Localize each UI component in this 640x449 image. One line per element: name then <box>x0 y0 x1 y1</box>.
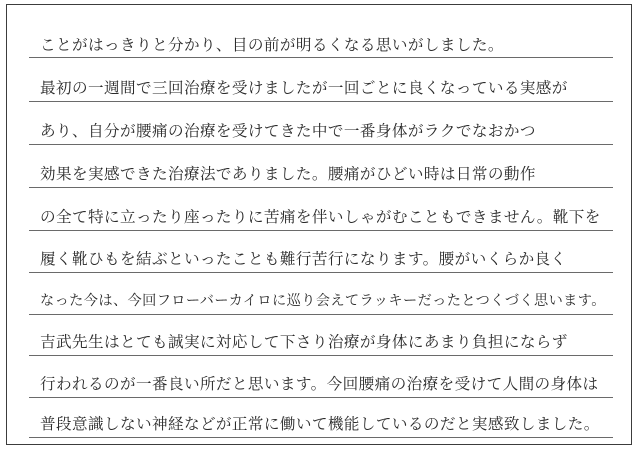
handwritten-line-7: なった今は、今回フローバーカイロに巡り会えてラッキーだったとつくづく思います。 <box>40 293 606 309</box>
ruled-line <box>29 272 613 273</box>
ruled-line <box>29 314 613 315</box>
handwritten-line-6: 履く靴ひもを結ぶといったことも難行苦行になります。腰がいくらか良く <box>40 250 567 268</box>
ruled-line <box>29 101 613 102</box>
ruled-line <box>29 437 613 438</box>
ruled-line <box>29 397 613 398</box>
ruled-line <box>29 355 613 356</box>
handwritten-line-10: 普段意識しない神経などが正常に働いて機能しているのだと実感致しました。 <box>40 415 600 433</box>
ruled-line <box>29 57 613 58</box>
handwritten-line-2: 最初の一週間で三回治療を受けましたが一回ごとに良くなっている実感が <box>40 79 568 97</box>
ruled-line <box>29 230 613 231</box>
ruled-line <box>29 144 613 145</box>
handwritten-line-9: 行われるのが一番良い所だと思います。今回腰痛の治療を受けて人間の身体は <box>40 375 599 393</box>
handwritten-line-5: の全て特に立ったり座ったりに苦痛を伴いしゃがむこともできません。靴下を <box>40 208 601 226</box>
handwritten-line-4: 効果を実感できた治療法でありました。腰痛がひどい時は日常の動作 <box>40 165 536 183</box>
handwritten-line-8: 吉武先生はとても誠実に対応して下さり治療が身体にあまり負担にならず <box>40 333 568 351</box>
handwritten-line-3: あり、自分が腰痛の治療を受けてきた中で一番身体がラクでなおかつ <box>40 122 536 140</box>
handwritten-line-1: ことがはっきりと分かり、目の前が明るくなる思いがしました。 <box>40 36 504 54</box>
ruled-line <box>29 187 613 188</box>
